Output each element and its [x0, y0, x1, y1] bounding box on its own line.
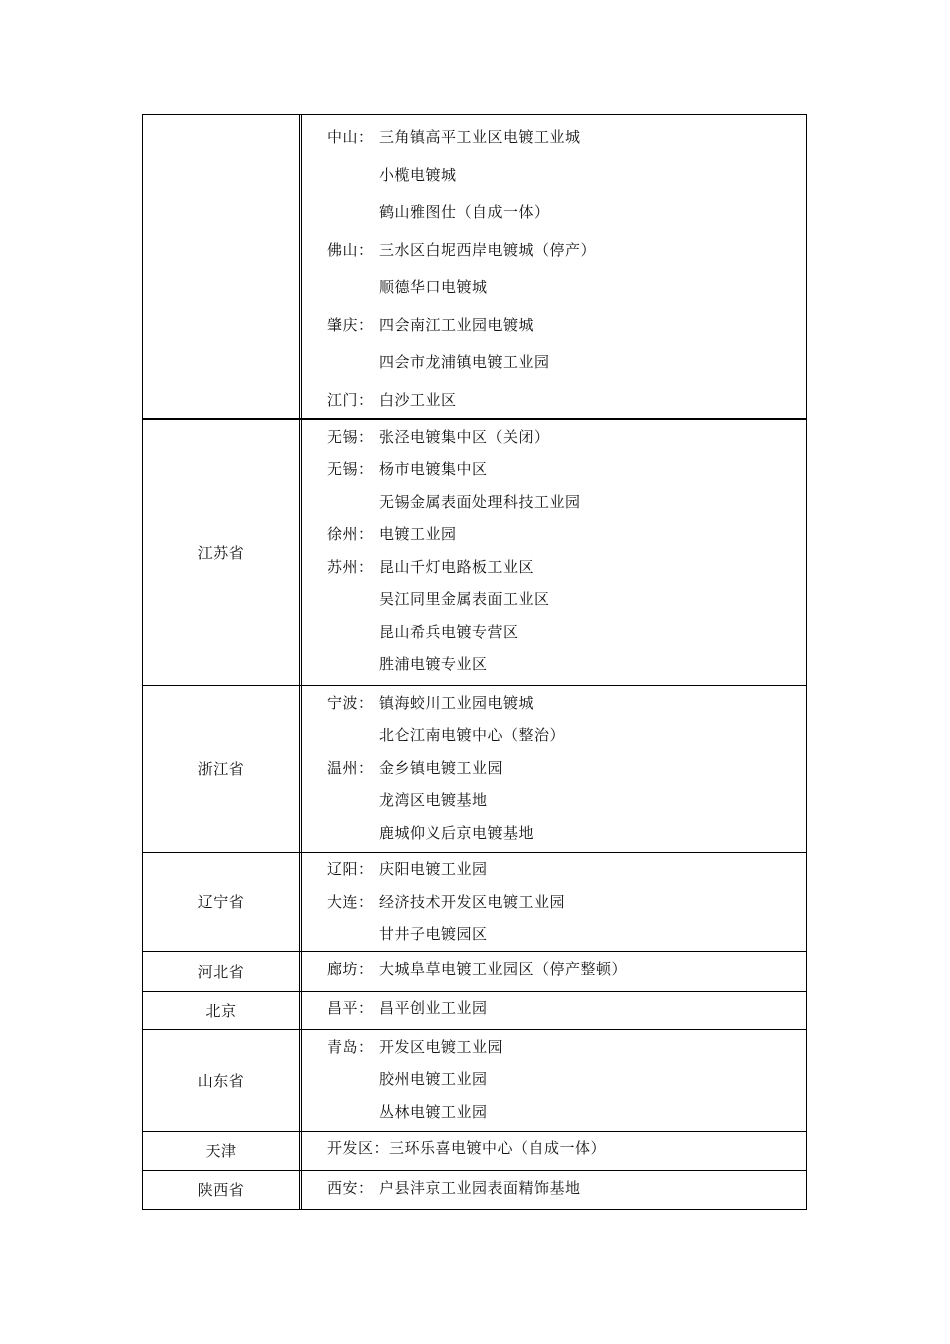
site-line — [327, 156, 806, 194]
site-name: 四会市龙浦镇电镀工业园 — [379, 353, 550, 372]
city-label: 辽阳： — [327, 860, 374, 879]
site-name: 丛林电镀工业园 — [379, 1102, 488, 1121]
site-line — [327, 485, 806, 518]
province-cell: 江苏省 — [143, 420, 302, 685]
site-name: 大城阜草电镀工业园区（停产整顿） — [379, 959, 628, 978]
site-line — [327, 1095, 806, 1128]
site-line — [327, 231, 806, 269]
sites-cell — [302, 420, 806, 685]
site-name: 吴江同里金属表面工业区 — [379, 590, 550, 609]
city-label: 无锡： — [327, 460, 374, 479]
site-line — [327, 583, 806, 616]
site-name: 昆山希兵电镀专营区 — [379, 622, 519, 641]
site-name: 昌平创业工业园 — [379, 999, 488, 1018]
site-name: 三角镇高平工业区电镀工业城 — [379, 128, 581, 147]
site-name: 无锡金属表面处理科技工业园 — [379, 492, 581, 511]
city-label: 西安： — [327, 1178, 374, 1197]
site-name: 白沙工业区 — [379, 390, 457, 409]
site-line — [327, 686, 806, 719]
site-line — [327, 1132, 806, 1165]
site-line — [327, 518, 806, 551]
site-name: 三环乐喜电镀中心（自成一体） — [389, 1139, 607, 1158]
site-line — [327, 816, 806, 849]
site-name: 顺德华口电镀城 — [379, 278, 488, 297]
site-name: 张泾电镀集中区（关闭） — [379, 427, 550, 446]
city-label: 大连： — [327, 892, 374, 911]
site-name: 昆山千灯电路板工业区 — [379, 557, 535, 576]
province-cell: 辽宁省 — [143, 853, 302, 952]
site-name: 杨市电镀集中区 — [379, 460, 488, 479]
city-label: 开发区： — [327, 1139, 390, 1158]
province-cell: 北京 — [143, 992, 302, 1030]
table-row — [143, 1029, 806, 1131]
site-name: 户县沣京工业园表面精饰基地 — [379, 1178, 581, 1197]
site-line — [327, 648, 806, 681]
sites-cell — [302, 992, 806, 1030]
site-name: 龙湾区电镀基地 — [379, 791, 488, 810]
site-name: 开发区电镀工业园 — [379, 1037, 504, 1056]
city-label: 肇庆： — [327, 315, 374, 334]
sites-cell — [302, 952, 806, 991]
site-line — [327, 784, 806, 817]
province-cell: 山东省 — [143, 1030, 302, 1131]
site-line — [327, 118, 806, 156]
province-cell: 河北省 — [143, 952, 302, 991]
site-line — [327, 268, 806, 306]
city-label: 中山： — [327, 128, 374, 147]
city-label: 廊坊： — [327, 959, 374, 978]
site-line — [327, 992, 806, 1025]
table-row — [143, 685, 806, 852]
site-name: 四会南江工业园电镀城 — [379, 315, 535, 334]
city-label: 昌平： — [327, 999, 374, 1018]
city-label: 苏州： — [327, 557, 374, 576]
site-name: 胶州电镀工业园 — [379, 1070, 488, 1089]
province-cell: 陕西省 — [143, 1171, 302, 1209]
site-name: 小榄电镀城 — [379, 165, 457, 184]
city-label: 温州： — [327, 758, 374, 777]
site-name: 鹿城仰义后京电镀基地 — [379, 823, 535, 842]
site-line — [327, 193, 806, 231]
site-line — [327, 306, 806, 344]
sites-cell — [302, 686, 806, 852]
site-line — [327, 885, 806, 918]
table-row — [143, 991, 806, 1030]
site-line — [327, 719, 806, 752]
industrial-park-table — [142, 114, 807, 1210]
site-line — [327, 1030, 806, 1063]
site-name: 电镀工业园 — [379, 525, 457, 544]
site-line — [327, 420, 806, 453]
province-cell: 天津 — [143, 1132, 302, 1171]
site-line — [327, 853, 806, 886]
site-line — [327, 343, 806, 381]
table-row — [143, 1170, 806, 1209]
table-row — [143, 115, 806, 418]
site-name: 三水区白坭西岸电镀城（停产） — [379, 240, 597, 259]
province-cell — [143, 115, 302, 418]
site-name: 北仑江南电镀中心（整治） — [379, 726, 566, 745]
table-row — [143, 852, 806, 952]
sites-cell — [302, 1132, 806, 1171]
site-name: 经济技术开发区电镀工业园 — [379, 892, 566, 911]
site-line — [327, 918, 806, 951]
site-name: 鹤山雅图仕（自成一体） — [379, 203, 550, 222]
site-name: 金乡镇电镀工业园 — [379, 758, 504, 777]
site-line — [327, 751, 806, 784]
table-row — [143, 951, 806, 991]
sites-cell — [302, 115, 806, 418]
city-label: 佛山： — [327, 240, 374, 259]
site-line — [327, 550, 806, 583]
city-label: 无锡： — [327, 427, 374, 446]
city-label: 江门： — [327, 390, 374, 409]
site-line — [327, 381, 806, 419]
sites-cell — [302, 853, 806, 952]
site-line — [327, 453, 806, 486]
province-cell: 浙江省 — [143, 686, 302, 852]
site-name: 庆阳电镀工业园 — [379, 860, 488, 879]
site-line — [327, 1171, 806, 1204]
site-line — [327, 952, 806, 985]
site-line — [327, 1063, 806, 1096]
site-line — [327, 615, 806, 648]
table-row — [143, 1131, 806, 1171]
table-row — [143, 418, 806, 685]
city-label: 宁波： — [327, 693, 374, 712]
city-label: 青岛： — [327, 1037, 374, 1056]
sites-cell — [302, 1030, 806, 1131]
city-label: 徐州： — [327, 525, 374, 544]
site-name: 甘井子电镀园区 — [379, 925, 488, 944]
site-name: 胜浦电镀专业区 — [379, 655, 488, 674]
site-name: 镇海蛟川工业园电镀城 — [379, 693, 535, 712]
sites-cell — [302, 1171, 806, 1209]
